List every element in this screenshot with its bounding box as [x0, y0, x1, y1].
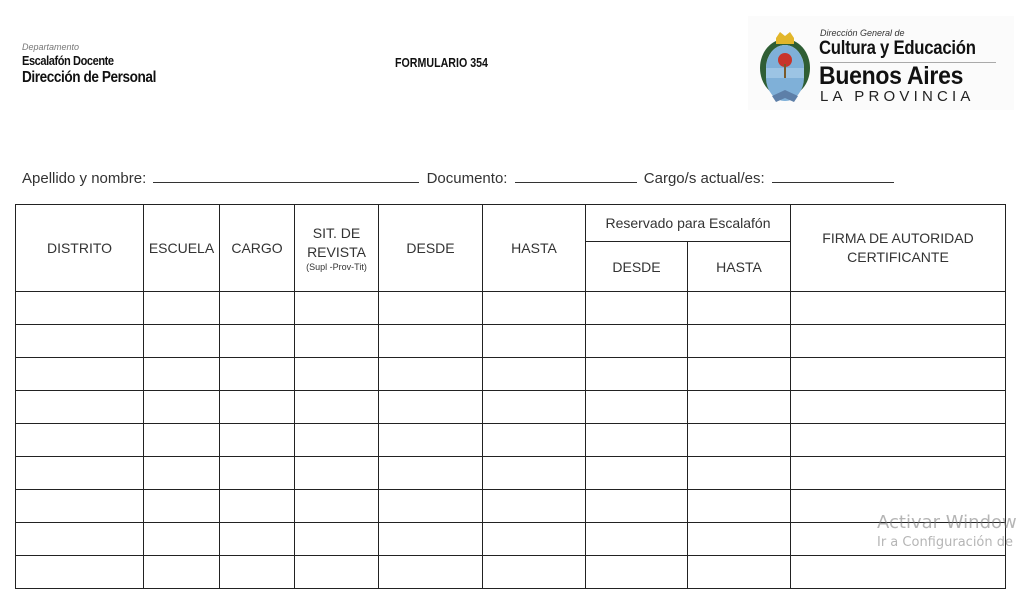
table-cell[interactable] — [791, 325, 1006, 358]
table-cell[interactable] — [586, 391, 688, 424]
service-record-table — [15, 204, 1006, 589]
table-cell[interactable] — [379, 457, 483, 490]
table-cell[interactable] — [16, 391, 144, 424]
table-row — [16, 292, 1006, 325]
table-cell[interactable] — [379, 556, 483, 589]
header-sit-revista-line2: REVISTA — [307, 243, 366, 260]
table-cell[interactable] — [586, 523, 688, 556]
table-row — [16, 523, 1006, 556]
header-reservado-escalafon: Reservado para Escalafón — [586, 205, 791, 242]
table-body — [16, 292, 1006, 589]
table-cell[interactable] — [379, 325, 483, 358]
table-cell[interactable] — [483, 457, 586, 490]
header-reservado-hasta: HASTA — [688, 242, 791, 292]
header-sit-revista-line1: SIT. DE — [312, 224, 361, 241]
table-cell[interactable] — [144, 358, 220, 391]
table-cell[interactable] — [586, 490, 688, 523]
header-distrito: DISTRITO — [16, 205, 144, 292]
table-cell[interactable] — [688, 424, 791, 457]
table-cell[interactable] — [295, 457, 379, 490]
table-cell[interactable] — [295, 325, 379, 358]
table-cell[interactable] — [379, 490, 483, 523]
header-sit-revista — [295, 205, 379, 292]
table-cell[interactable] — [295, 292, 379, 325]
table-cell[interactable] — [144, 391, 220, 424]
table-cell[interactable] — [483, 523, 586, 556]
table-cell[interactable] — [220, 490, 295, 523]
table-cell[interactable] — [791, 424, 1006, 457]
position-field[interactable] — [772, 168, 894, 183]
table-cell[interactable] — [16, 556, 144, 589]
table-cell[interactable] — [16, 325, 144, 358]
table-cell[interactable] — [16, 424, 144, 457]
table-cell[interactable] — [144, 556, 220, 589]
table-cell[interactable] — [144, 325, 220, 358]
table-row — [16, 424, 1006, 457]
table-cell[interactable] — [688, 523, 791, 556]
table-cell[interactable] — [483, 424, 586, 457]
header-sit-revista-note: (Supl -Prov-Tit) — [306, 261, 367, 272]
table-cell[interactable] — [16, 523, 144, 556]
watermark-line-1: Activar Window — [877, 512, 1017, 533]
logo-line-3: Buenos Aires — [819, 62, 964, 90]
table-row — [16, 325, 1006, 358]
directorate-name: Dirección de Personal — [22, 69, 156, 86]
table-cell[interactable] — [144, 523, 220, 556]
department-block — [22, 42, 180, 88]
table-cell[interactable] — [295, 490, 379, 523]
table-cell[interactable] — [791, 391, 1006, 424]
table-cell[interactable] — [791, 358, 1006, 391]
personal-data-fields — [22, 168, 897, 187]
table-cell[interactable] — [16, 358, 144, 391]
table-row — [16, 457, 1006, 490]
table-cell[interactable] — [791, 457, 1006, 490]
table-cell[interactable] — [295, 424, 379, 457]
logo-line-2: Cultura y Educación — [819, 38, 976, 59]
name-label: Apellido y nombre: — [22, 170, 147, 187]
table-cell[interactable] — [586, 325, 688, 358]
table-cell[interactable] — [220, 424, 295, 457]
table-cell[interactable] — [688, 490, 791, 523]
table-cell[interactable] — [483, 358, 586, 391]
table-cell[interactable] — [791, 292, 1006, 325]
table-cell[interactable] — [688, 358, 791, 391]
logo-line-1: Dirección General de — [820, 28, 905, 38]
table-cell[interactable] — [220, 523, 295, 556]
header-cargo: CARGO — [220, 205, 295, 292]
table-cell[interactable] — [144, 490, 220, 523]
table-cell[interactable] — [688, 457, 791, 490]
table-cell[interactable] — [220, 556, 295, 589]
header-desde: DESDE — [379, 205, 483, 292]
watermark-line-2: Ir a Configuración de — [877, 535, 1014, 550]
table-cell[interactable] — [16, 490, 144, 523]
table-cell[interactable] — [295, 523, 379, 556]
header-firma-line2: CERTIFICANTE — [847, 249, 949, 265]
table-cell[interactable] — [144, 292, 220, 325]
form-title: FORMULARIO 354 — [395, 55, 488, 70]
table-cell[interactable] — [586, 424, 688, 457]
department-name: Escalafón Docente — [22, 53, 114, 68]
table-row — [16, 556, 1006, 589]
table-cell[interactable] — [379, 391, 483, 424]
name-field[interactable] — [153, 168, 419, 183]
table-cell[interactable] — [586, 292, 688, 325]
table-cell[interactable] — [483, 391, 586, 424]
header-firma-line1: FIRMA DE AUTORIDAD — [822, 230, 974, 246]
table-cell[interactable] — [220, 391, 295, 424]
table-cell[interactable] — [586, 556, 688, 589]
header-escuela: ESCUELA — [144, 205, 220, 292]
header-reservado-desde: DESDE — [586, 242, 688, 292]
department-label: Departamento — [22, 42, 80, 52]
table-cell[interactable] — [220, 358, 295, 391]
provincial-seal-icon — [758, 26, 812, 106]
table-cell[interactable] — [791, 556, 1006, 589]
table-cell[interactable] — [688, 556, 791, 589]
table-cell[interactable] — [688, 391, 791, 424]
table-cell[interactable] — [688, 325, 791, 358]
table-cell[interactable] — [483, 292, 586, 325]
table-cell[interactable] — [688, 292, 791, 325]
table-cell[interactable] — [586, 457, 688, 490]
institution-logo — [748, 16, 1014, 110]
windows-activation-watermark — [877, 512, 1017, 552]
header-hasta: HASTA — [483, 205, 586, 292]
table-cell[interactable] — [295, 358, 379, 391]
table-cell[interactable] — [295, 391, 379, 424]
table-cell[interactable] — [295, 556, 379, 589]
table-cell[interactable] — [144, 457, 220, 490]
table-cell[interactable] — [379, 358, 483, 391]
table-cell[interactable] — [379, 424, 483, 457]
position-label: Cargo/s actual/es: — [643, 170, 765, 187]
table-row — [16, 391, 1006, 424]
table-cell[interactable] — [220, 457, 295, 490]
header-firma-autoridad — [791, 205, 1006, 292]
table-cell[interactable] — [483, 556, 586, 589]
table-cell[interactable] — [379, 292, 483, 325]
table-cell[interactable] — [16, 457, 144, 490]
table-row — [16, 490, 1006, 523]
table-cell[interactable] — [483, 490, 586, 523]
document-field[interactable] — [515, 168, 637, 183]
logo-line-4: LA PROVINCIA — [820, 88, 975, 105]
table-cell[interactable] — [379, 523, 483, 556]
table-row — [16, 358, 1006, 391]
table-cell[interactable] — [220, 325, 295, 358]
table-cell[interactable] — [586, 358, 688, 391]
table-cell[interactable] — [483, 325, 586, 358]
document-label: Documento: — [426, 170, 508, 187]
table-cell[interactable] — [16, 292, 144, 325]
table-cell[interactable] — [220, 292, 295, 325]
table-cell[interactable] — [144, 424, 220, 457]
